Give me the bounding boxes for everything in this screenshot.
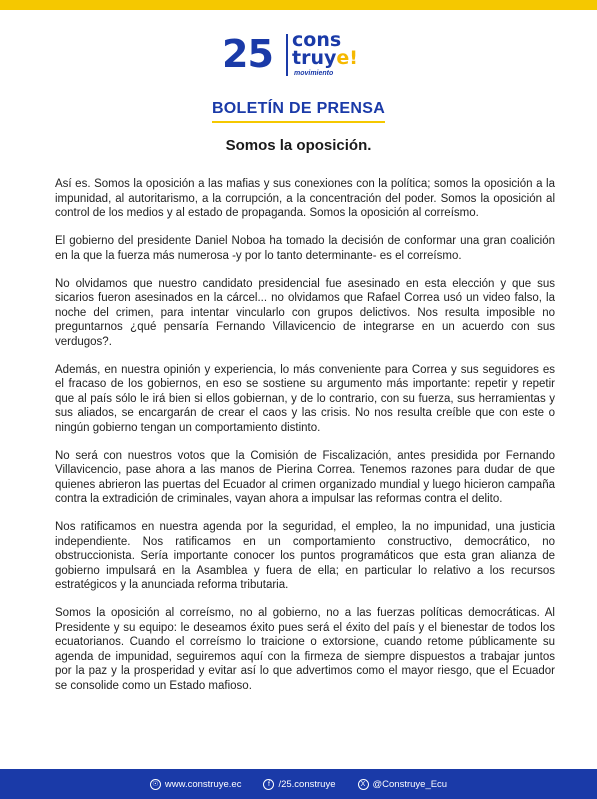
logo-subtitle: movimiento	[294, 70, 334, 77]
globe-icon: ☉	[150, 779, 161, 790]
footer-website-text: www.construye.ec	[164, 778, 242, 790]
footer-facebook[interactable]	[263, 779, 335, 790]
footer-facebook-text: /25.construye	[278, 778, 336, 790]
facebook-icon: f	[263, 779, 274, 790]
footer-bar	[0, 769, 597, 799]
heading-container	[0, 100, 597, 123]
footer-x[interactable]	[358, 779, 448, 790]
paragraph: No será con nuestros votos que la Comisión de Fiscalización, antes presidida por Fernando Villavicencio, pase ahora a las manos de Pierina Correa. Tenemos razones para dudar de que quienes abrieron las puertas del Ecuador al crimen organizado mundial y luego hicieron campaña contra la extradición de criminales, vayan ahora a impulsar las reformas contra el delito.	[55, 449, 555, 505]
x-icon: X	[358, 779, 369, 790]
logo-line-1: cons	[292, 29, 342, 51]
paragraph: No olvidamos que nuestro candidato presidencial fue asesinado en esta elección y que sus sicarios fueron asesinados en la cárcel... no olvidamos que Rafael Correa usó un video falso, la noche del crimen, para intentar vincularlo con grupos delictivos. Nos resulta imposible no preguntarnos ¿qué pensaría Fernando Villavicencio de integrarse en un acuerdo con sus verdugos?.	[55, 277, 555, 348]
footer-website[interactable]	[150, 779, 242, 790]
document-body	[55, 177, 555, 707]
logo-line-2: truye!	[292, 47, 358, 69]
paragraph: Así es. Somos la oposición a las mafias y sus conexiones con la política; somos la oposición a la impunidad, al autoritarismo, a la corrupción, a la concentración del poder. Somos la oposición al control de los medios y al estado de propaganda. Somos la oposición al correísmo.	[55, 178, 555, 219]
footer-x-text: @Construye_Ecu	[372, 778, 448, 790]
paragraph: Además, en nuestra opinión y experiencia, lo más conveniente para Correa y sus seguidores es el fracaso de los gobiernos, en eso se sostiene su argumento más importante: repetir y repetir que al país sólo le irá bien si ellos gobiernan, y de lo contrario, con su fuerza, sus herramientas y sus aliados, se encargarán de crear el caos y las crisis. No nos resulta creíble que con este o ningún gobierno tengan un comportamiento distinto.	[55, 363, 555, 434]
top-accent-bar	[0, 0, 597, 10]
paragraph: Somos la oposición al correísmo, no al gobierno, no a las fuerzas políticas democráticas. Al Presidente y su equipo: le deseamos éxito pues será el éxito del país y el bienestar de todos los ecuatorianos. Cuando el correísmo lo traicione o extorsione, cuando retome públicamente su agenda de impunidad, seguiremos aquí con la firmeza de siempre dispuestos a trabajar juntos por la paz y la prosperidad y evitar así lo que advertimos como el mayor riesgo, que el Ecuador se consolide como un Estado mafioso.	[55, 607, 555, 692]
paragraph: Nos ratificamos en nuestra agenda por la seguridad, el empleo, la no impunidad, una justicia independiente. Nos ratificamos en un comportamiento constructivo, democrático, no obstruccionista. Sería importante conocer los puntos programáticos que esta gran alianza de gobierno impulsará en la Asamblea y fuera de ella; en particular lo relativo a los recursos estratégicos y la anunciada reforma tributaria.	[55, 521, 555, 591]
paragraph: El gobierno del presidente Daniel Noboa ha tomado la decisión de conformar una gran coalición en la que la fuerza más numerosa -y por lo tanto determinante- es el correísmo.	[55, 235, 555, 262]
logo-divider	[286, 34, 288, 76]
construye-logo	[222, 28, 382, 86]
press-release-heading: BOLETÍN DE PRENSA	[212, 100, 385, 123]
logo-number: 25	[222, 32, 273, 76]
document-title: Somos la oposición.	[225, 137, 372, 154]
